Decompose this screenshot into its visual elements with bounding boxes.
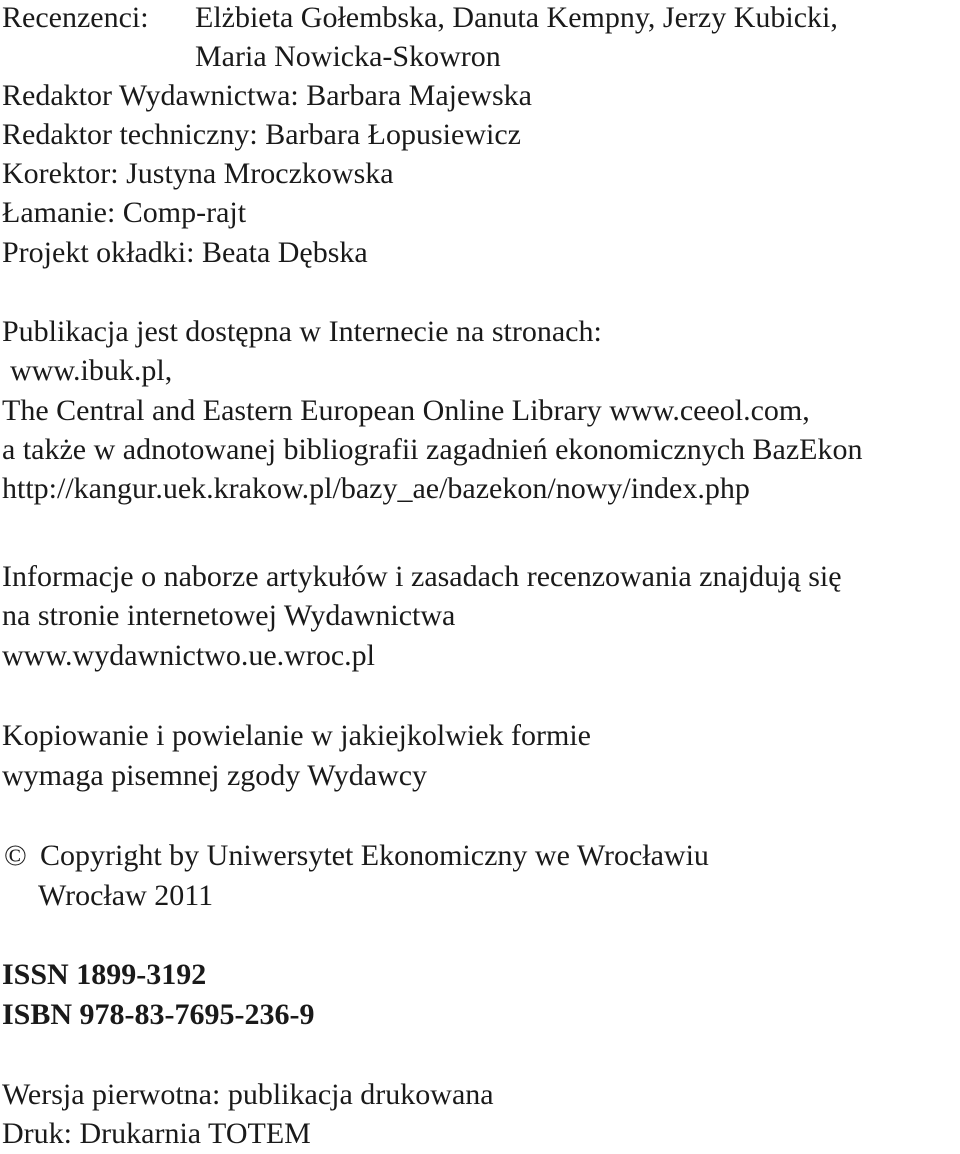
copyright-line-2: Wrocław 2011 — [38, 879, 214, 912]
copyright-icon: © — [4, 839, 27, 872]
copyright-line-1 — [2, 836, 942, 876]
reviewers-line-1: Elżbieta Gołembska, Danuta Kempny, Jerzy Kubicki, — [195, 1, 838, 34]
availability-intro: Publikacja jest dostępna w Internecie na stronach: — [2, 315, 602, 348]
technical-editor: Redaktor techniczny: Barbara Łopusiewicz — [2, 118, 521, 151]
publisher-website-link[interactable]: www.wydawnictwo.ue.wroc.pl — [2, 639, 375, 672]
bazekon-link[interactable]: http://kangur.uek.krakow.pl/bazy_ae/bazekon/nowy/index.php — [2, 472, 750, 505]
isbn: ISBN 978-83-7695-236-9 — [2, 998, 315, 1031]
submissions-line-1: Informacje o naborze artykułów i zasadach recenzowania znajdują się — [2, 560, 842, 593]
reviewers-line-2: Maria Nowicka-Skowron — [195, 40, 501, 73]
copying-line-2: wymaga pisemnej zgody Wydawcy — [2, 759, 428, 792]
reviewers-label: Recenzenci: — [2, 1, 149, 34]
copyright-text: Copyright by Uniwersytet Ekonomiczny we Wrocławiu — [40, 839, 709, 872]
bazekon-line: a także w adnotowanej bibliografii zagadnień ekonomicznych BazEkon — [2, 433, 863, 466]
publishing-editor: Redaktor Wydawnictwa: Barbara Majewska — [2, 79, 532, 112]
cover-design: Projekt okładki: Beata Dębska — [2, 236, 368, 269]
edition-version: Wersja pierwotna: publikacja drukowana — [2, 1078, 494, 1111]
submissions-line-2: na stronie internetowej Wydawnictwa — [2, 599, 456, 632]
printer: Druk: Drukarnia TOTEM — [2, 1117, 311, 1150]
issn: ISSN 1899-3192 — [2, 958, 207, 991]
proofreader: Korektor: Justyna Mroczkowska — [2, 157, 394, 190]
typesetting: Łamanie: Comp-rajt — [2, 196, 247, 229]
copying-line-1: Kopiowanie i powielanie w jakiejkolwiek formie — [2, 719, 591, 752]
ibuk-link[interactable]: www.ibuk.pl, — [10, 354, 173, 387]
ceeol-line: The Central and Eastern European Online Library www.ceeol.com, — [2, 394, 810, 427]
